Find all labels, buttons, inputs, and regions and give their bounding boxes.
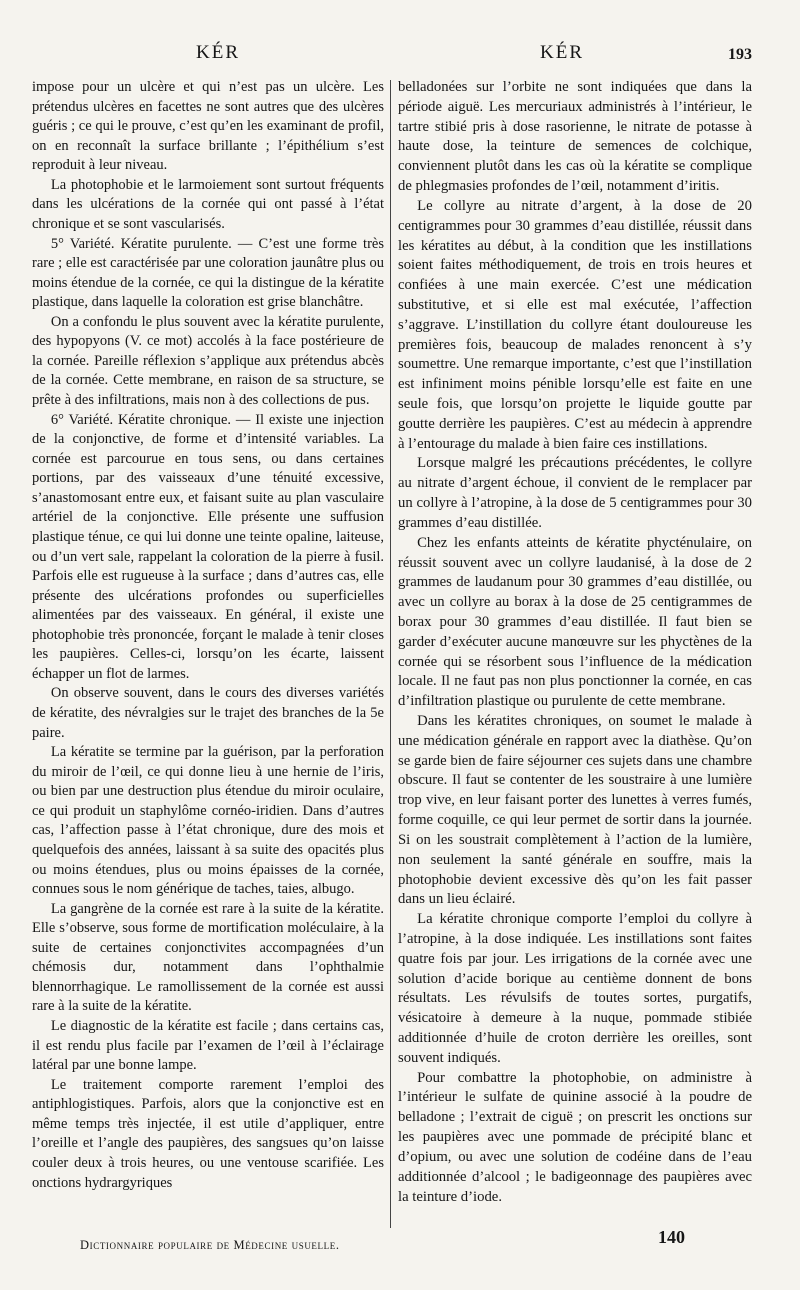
signature-mark: 140: [658, 1227, 685, 1247]
footer-title: Dictionnaire populaire de Médecine usuelle.: [80, 1238, 340, 1252]
paragraph: La kératite chronique comporte l’emploi du collyre à l’atropine, à la dose indiquée. Les instillations sont faites quatre fois par jour. Les irrigations de la cornée avec une solution d’acide borique au centième donnent de bons résultats. Les révulsifs de toutes sortes, purgatifs, vésicatoire à demeure à la nuque, pommade stibiée additionnée d’huile de croton derrière les oreilles, sont souvent indiqués.: [398, 911, 752, 1066]
paragraph: Le traitement comporte rarement l’emploi des antiphlogistiques. Parfois, alors que la conjonctive est en même temps très injectée, il est utile d’appliquer, entre l’oreille et l’angle des paupières, des sangsues qu’on laisse couler deux à trois heures, ou une ventouse scarifiée. Les onctions hydrargyriques: [32, 1076, 384, 1191]
paragraph: Lorsque malgré les précautions précédentes, le collyre au nitrate d’argent échoue, il convient de le remplacer par un collyre à l’atropine, à la dose de 5 centigrammes pour 30 grammes d’eau distillée.: [398, 455, 752, 531]
running-head-left: KÉR: [196, 42, 240, 63]
paragraph: Dans les kératites chroniques, on soumet le malade à une médication générale en rapport avec la diathèse. Qu’on se garde bien de faire séjourner ces sujets dans une chambre obscure. Il faut se contenter de les soustraire à une lumière trop vive, en leur faisant porter des lunettes à verres fumés, forme coquille, ce qui leur permet de sortir dans la journée. Si on les soustrait complètement à l’action de la lumière, non seulement la santé générale en souffre, mais la photophobie devient excessive dès qu’on les fait passer dans un lieu éclairé.: [398, 713, 752, 908]
paragraph: La photophobie et le larmoiement sont surtout fréquents dans les ulcérations de la cornée qui ont passé à l’état chronique et se sont vascularisés.: [32, 176, 384, 232]
paragraph: On observe souvent, dans le cours des diverses variétés de kératite, des névralgies sur le trajet des branches de la 5e paire.: [32, 685, 384, 741]
paragraph: impose pour un ulcère et qui n’est pas un ulcère. Les prétendus ulcères en facettes ne sont autres que des ulcères guéris ; ce qui le prouve, c’est qu’en les examinant de profil, on en reconnaît la surface brillante ; l’épithélium s’est reproduit à leur niveau.: [32, 79, 384, 174]
paragraph: Chez les enfants atteints de kératite phycténulaire, on réussit souvent avec un collyre laudanisé, à la dose de 2 grammes de laudanum pour 30 grammes d’eau distillée, ou avec un collyre au borax à la dose de 25 centigrammes de borax pour 30 grammes d’eau distillée. Il faut bien se garder d’exécuter aucune manœuvre sur les phyctènes de la cornée qui se résorbent sous l’influence de la médication locale. Il ne faut pas non plus ponctionner la cornée, en cas d’infiltration plastique ou purulente de cette membrane.: [398, 534, 752, 710]
page-number: 193: [728, 46, 752, 63]
paragraph: Pour combattre la photophobie, on administre à l’intérieur le sulfate de quinine associé à la poudre de belladone ; l’extrait de ciguë ; on prescrit les onctions sur les paupières avec une pommade de précipité blanc et d’opium, ou avec une solution de codéine dans de l’eau additionnée d’alcool ; le badigeonnage des paupières avec la teinture d’iode.: [398, 1069, 752, 1205]
paragraph: Le collyre au nitrate d’argent, à la dose de 20 centigrammes pour 30 grammes d’eau distillée, réussit dans les kératites au début, à la condition que les instillations soient faites méthodiquement, de trois en trois heures et confiées à une main exercée. C’est une médication substitutive, et si elle est mal exécutée, l’affection s’aggrave. L’instillation du collyre étant douloureuse les premières fois, beaucoup de malades renoncent à s’y soumettre. Une remarque importante, c’est que l’instillation est infiniment moins pénible lorsqu’elle est faite en une seule fois, que lorsqu’on projette le liquide goutte par goutte derrière les paupières. C’est au médecin à apprendre à l’entourage du malade à bien faire ces instillations.: [398, 197, 752, 452]
paragraph: La kératite se termine par la guérison, par la perforation du miroir de l’œil, ce qui donne lieu à une hernie de l’iris, ou bien par une destruction plus étendue du miroir oculaire, ce qui produit un staphylôme cornéo-iridien. Dans d’autres cas, l’affection passe à l’état chronique, dure des mois et quelquefois des années, laissant à sa suite des opacités plus ou moins étendues, plus ou moins épaisses de la cornée, connues sous le nom générique de taches, taies, albugo.: [32, 744, 384, 898]
paragraph: 6° Variété. Kératite chronique. — Il existe une injection de la conjonctive, de forme et d’intensité variables. La cornée est parcourue en tous sens, ou dans certaines portions, par des vaisseaux d’une ténuité excessive, s’anastomosant entre eux, et faisant suite au plan vasculaire artériel de la conjonctive. Elle présente une suffusion plastique ténue, ce qui lui donne une teinte opaline, laiteuse, ou d’un vert sale, rappelant la coloration de la pierre à fusil. Parfois elle est rugueuse à la surface ; dans d’autres cas, elle présente des ulcérations profondes ou superficielles alimentées par des vaisseaux. En général, il existe une photophobie très prononcée, forçant le malade à tenir closes les paupières. Celles-ci, lorsqu’on les écarte, laissent échapper un flot de larmes.: [32, 411, 384, 682]
running-head-right: KÉR: [540, 42, 584, 63]
paragraph: 5° Variété. Kératite purulente. — C’est une forme très rare ; elle est caractérisée par une coloration jaunâtre plus ou moins étendue de la cornée, ce qui la distingue de la kératite plastique, dans laquelle la coloration est grise blanchâtre.: [32, 235, 384, 311]
paragraph: belladonées sur l’orbite ne sont indiquées que dans la période aiguë. Les mercuriaux administrés à l’intérieur, le tartre stibié pris à dose rasorienne, le nitrate de potasse à haute dose, la teinture de semences de colchique, conviennent plutôt dans les cas où la kératite se complique de phlegmasies profondes de l’œil, notamment d’iritis.: [398, 79, 752, 195]
paragraph: La gangrène de la cornée est rare à la suite de la kératite. Elle s’observe, sous forme de mortification moléculaire, à la suite de certaines conjonctivites accompagnées d’un chémosis dur, notamment dans l’ophthalmie blennorrhagique. Le ramollissement de la cornée est aussi rare à la suite de la kératite.: [32, 900, 384, 1015]
right-column: [398, 78, 752, 1207]
left-column: [32, 78, 384, 1193]
paragraph: Le diagnostic de la kératite est facile ; dans certains cas, il est rendu plus facile par l’examen de l’œil à l’éclairage latéral par une bonne lampe.: [32, 1018, 384, 1074]
paragraph: On a confondu le plus souvent avec la kératite purulente, des hypopyons (V. ce mot) accolés à la face postérieure de la cornée. Pareille réflexion s’applique aux prétendus abcès de la cornée. Cette membrane, en raison de sa structure, se prête à des infiltrations, mais non à des collections de pus.: [32, 313, 384, 408]
column-rule: [390, 80, 391, 1228]
